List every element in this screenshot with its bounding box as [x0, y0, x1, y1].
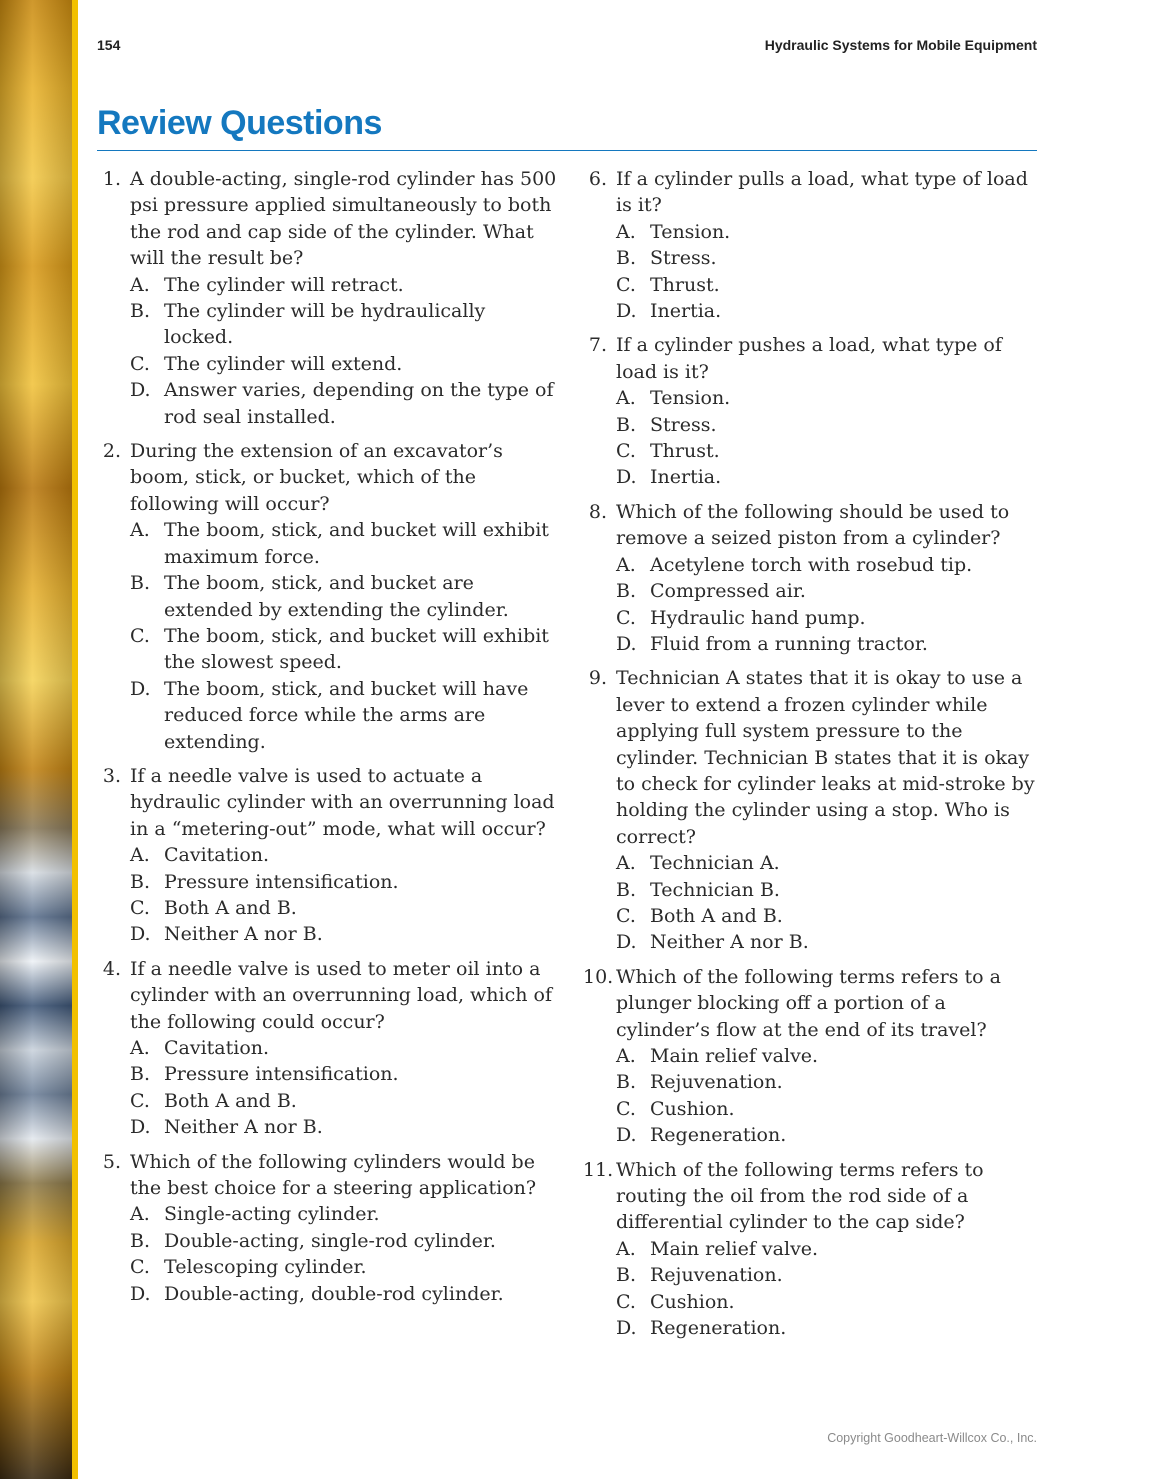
question-text: Which of the following terms refers to routing the oil from the rod side of a differential cylinder to the cap side? [616, 1158, 984, 1234]
answer-option [130, 1035, 557, 1061]
option-letter: B. [616, 413, 637, 436]
option-text: Thrust. [650, 273, 720, 296]
question-6 [583, 166, 1043, 324]
answer-option [130, 1228, 557, 1254]
option-text: The cylinder will retract. [164, 273, 404, 296]
question-text: If a needle valve is used to meter oil into a cylinder with an overrunning load, which of the following could occur? [130, 957, 553, 1033]
answer-option [616, 578, 1043, 604]
option-text: Pressure intensification. [164, 870, 399, 893]
option-letter: D. [616, 1317, 637, 1340]
option-letter: B. [130, 870, 151, 893]
option-letter: D. [130, 1282, 151, 1305]
yellow-accent-bar [72, 0, 78, 1479]
option-text: Both A and B. [650, 904, 783, 927]
question-text: If a cylinder pushes a load, what type of load is it? [616, 334, 1002, 383]
option-letter: A. [616, 387, 636, 410]
option-letter: C. [616, 440, 636, 463]
option-letter: D. [616, 466, 637, 489]
option-letter: A. [616, 553, 636, 576]
option-text: The cylinder will extend. [164, 352, 403, 375]
answer-option [616, 219, 1043, 245]
option-text: Neither A nor B. [164, 1116, 323, 1139]
option-letter: A. [616, 220, 636, 243]
question-number: 7. [588, 334, 607, 357]
question-number: 1. [102, 168, 121, 190]
answer-option [616, 1096, 1043, 1122]
option-letter: C. [130, 1256, 150, 1279]
question-9 [583, 665, 1043, 955]
option-text: Tension. [650, 387, 731, 410]
option-letter: D. [616, 931, 637, 954]
option-letter: B. [616, 247, 637, 270]
answer-option [616, 1236, 1043, 1262]
answer-option [616, 385, 1043, 411]
answer-option [130, 842, 557, 868]
option-text: Thrust. [650, 440, 720, 463]
question-number: 11. [583, 1158, 614, 1181]
answer-option [130, 623, 557, 676]
option-letter: D. [616, 300, 637, 323]
answer-option [130, 570, 557, 623]
option-text: Fluid from a running tractor. [650, 632, 928, 655]
answer-option [130, 351, 557, 377]
answer-option [130, 298, 557, 351]
option-text: Regeneration. [650, 1317, 787, 1340]
page-number: 154 [97, 37, 121, 53]
question-11 [583, 1157, 1043, 1342]
option-text: Compressed air. [650, 580, 806, 603]
question-5 [97, 1149, 557, 1307]
question-text: A double-acting, single-rod cylinder has 500 psi pressure applied simultaneously to both the rod and cap side of the cylinder. What will the result be? [130, 168, 557, 270]
answer-option [130, 869, 557, 895]
option-letter: B. [616, 1264, 637, 1287]
option-text: Both A and B. [164, 896, 297, 919]
option-letter: C. [616, 904, 636, 927]
option-text: Answer varies, depending on the type of rod seal installed. [164, 379, 554, 428]
answer-option [616, 464, 1043, 490]
option-text: Rejuvenation. [650, 1264, 783, 1287]
question-number: 9. [588, 667, 607, 690]
option-text: Main relief valve. [650, 1237, 819, 1260]
question-number: 5. [102, 1150, 121, 1173]
answer-option [616, 850, 1043, 876]
answer-option [616, 272, 1043, 298]
answer-option [130, 1254, 557, 1280]
answer-option [130, 1114, 557, 1140]
answer-option [616, 1069, 1043, 1095]
answer-option [130, 1061, 557, 1087]
option-letter: C. [616, 273, 636, 296]
questions-column-left [97, 166, 557, 1315]
option-letter: C. [616, 1097, 636, 1120]
option-letter: D. [130, 1116, 151, 1139]
option-text: Acetylene torch with rosebud tip. [650, 553, 973, 576]
question-10 [583, 964, 1043, 1149]
copyright-notice: Copyright Goodheart-Willcox Co., Inc. [827, 1431, 1037, 1445]
option-text: The boom, stick, and bucket are extended by extending the cylinder. [164, 572, 509, 621]
answer-option [616, 605, 1043, 631]
option-text: Both A and B. [164, 1089, 297, 1112]
answer-option [130, 517, 557, 570]
option-letter: A. [616, 852, 636, 875]
title-rule [97, 150, 1037, 151]
option-text: The boom, stick, and bucket will exhibit the slowest speed. [164, 624, 549, 674]
option-letter: B. [130, 1063, 151, 1086]
answer-option [616, 631, 1043, 657]
question-3 [97, 763, 557, 948]
option-text: Neither A nor B. [164, 923, 323, 946]
option-letter: C. [130, 624, 150, 647]
option-text: Technician B. [650, 878, 780, 901]
answer-option [130, 1201, 557, 1227]
question-7 [583, 332, 1043, 490]
question-number: 2. [102, 440, 121, 463]
option-letter: A. [130, 1037, 150, 1059]
side-photo-strip [0, 0, 72, 1479]
option-letter: A. [616, 1045, 636, 1067]
option-letter: B. [130, 572, 151, 595]
answer-option [130, 676, 557, 755]
option-text: Pressure intensification. [164, 1063, 399, 1086]
answer-option [616, 438, 1043, 464]
answer-option [130, 1088, 557, 1114]
option-letter: D. [616, 1124, 637, 1147]
option-text: Technician A. [650, 852, 780, 875]
option-text: Cushion. [650, 1290, 735, 1313]
questions-column-right [583, 166, 1043, 1349]
option-letter: C. [130, 896, 150, 919]
question-4 [97, 956, 557, 1141]
question-2 [97, 438, 557, 755]
answer-option [130, 272, 557, 298]
option-text: Cushion. [650, 1097, 735, 1120]
option-text: Neither A nor B. [650, 931, 809, 954]
answer-option [130, 1281, 557, 1307]
question-number: 4. [102, 957, 121, 980]
option-text: Main relief valve. [650, 1045, 819, 1067]
answer-option [616, 298, 1043, 324]
answer-option [616, 1122, 1043, 1148]
option-text: Stress. [650, 247, 717, 270]
option-text: Hydraulic hand pump. [650, 606, 866, 629]
answer-option [616, 903, 1043, 929]
answer-option [616, 877, 1043, 903]
option-letter: B. [130, 300, 151, 323]
option-letter: C. [130, 352, 150, 375]
question-text: Technician A states that it is okay to use a lever to extend a frozen cylinder while applying full system pressure to the cylinder. Technician B states that it is okay to check for cylinder leaks at mid-stroke by holding the cylinder using a stop. Who is correct? [616, 667, 1035, 848]
option-letter: A. [616, 1237, 636, 1260]
option-text: Inertia. [650, 300, 722, 323]
answer-option [616, 1289, 1043, 1315]
question-text: Which of the following cylinders would be the best choice for a steering application? [130, 1150, 537, 1200]
option-text: Telescoping cylinder. [164, 1256, 367, 1279]
option-text: Cavitation. [164, 1037, 270, 1059]
question-8 [583, 499, 1043, 657]
question-number: 6. [588, 168, 607, 190]
option-letter: B. [616, 1071, 637, 1094]
question-text: Which of the following should be used to remove a seized piston from a cylinder? [616, 500, 1010, 550]
option-text: Inertia. [650, 466, 722, 489]
option-letter: A. [130, 1203, 150, 1226]
option-text: Double-acting, single-rod cylinder. [164, 1229, 496, 1252]
option-letter: A. [130, 519, 150, 542]
option-text: Rejuvenation. [650, 1071, 783, 1094]
option-letter: A. [130, 273, 150, 296]
option-letter: D. [130, 677, 151, 700]
option-text: The boom, stick, and bucket will have reduced force while the arms are extending. [164, 677, 529, 753]
option-text: The cylinder will be hydraulically locked. [164, 300, 486, 349]
question-number: 8. [588, 500, 607, 523]
option-letter: C. [130, 1089, 150, 1112]
option-letter: D. [130, 379, 151, 402]
question-text: If a cylinder pulls a load, what type of load is it? [616, 168, 1028, 217]
answer-option [130, 377, 557, 430]
answer-option [616, 1262, 1043, 1288]
question-1 [97, 166, 557, 430]
option-letter: A. [130, 844, 150, 867]
option-text: Regeneration. [650, 1124, 787, 1147]
answer-option [130, 895, 557, 921]
option-text: Stress. [650, 413, 717, 436]
answer-option [616, 1315, 1043, 1341]
option-text: Single-acting cylinder. [164, 1203, 380, 1226]
answer-option [616, 552, 1043, 578]
option-text: Cavitation. [164, 844, 270, 867]
section-title: Review Questions [97, 104, 382, 142]
option-letter: C. [616, 606, 636, 629]
question-text: During the extension of an excavator’s boom, stick, or bucket, which of the following will occur? [130, 440, 503, 515]
option-letter: D. [130, 923, 151, 946]
option-letter: B. [616, 878, 637, 901]
option-text: Tension. [650, 220, 731, 243]
answer-option [616, 245, 1043, 271]
running-head: Hydraulic Systems for Mobile Equipment [764, 37, 1037, 53]
question-number: 10. [583, 965, 614, 988]
answer-option [616, 929, 1043, 955]
option-letter: B. [616, 580, 637, 603]
option-letter: D. [616, 632, 637, 655]
option-letter: B. [130, 1229, 151, 1252]
question-number: 3. [102, 764, 121, 787]
option-letter: C. [616, 1290, 636, 1313]
question-text: If a needle valve is used to actuate a hydraulic cylinder with an overrunning load in a “metering-out” mode, what will occur? [130, 764, 555, 840]
answer-option [130, 921, 557, 947]
answer-option [616, 412, 1043, 438]
option-text: The boom, stick, and bucket will exhibit maximum force. [164, 519, 549, 568]
question-text: Which of the following terms refers to a plunger blocking off a portion of a cylinder’s flow at the end of its travel? [616, 965, 1001, 1041]
option-text: Double-acting, double-rod cylinder. [164, 1282, 504, 1305]
answer-option [616, 1043, 1043, 1069]
